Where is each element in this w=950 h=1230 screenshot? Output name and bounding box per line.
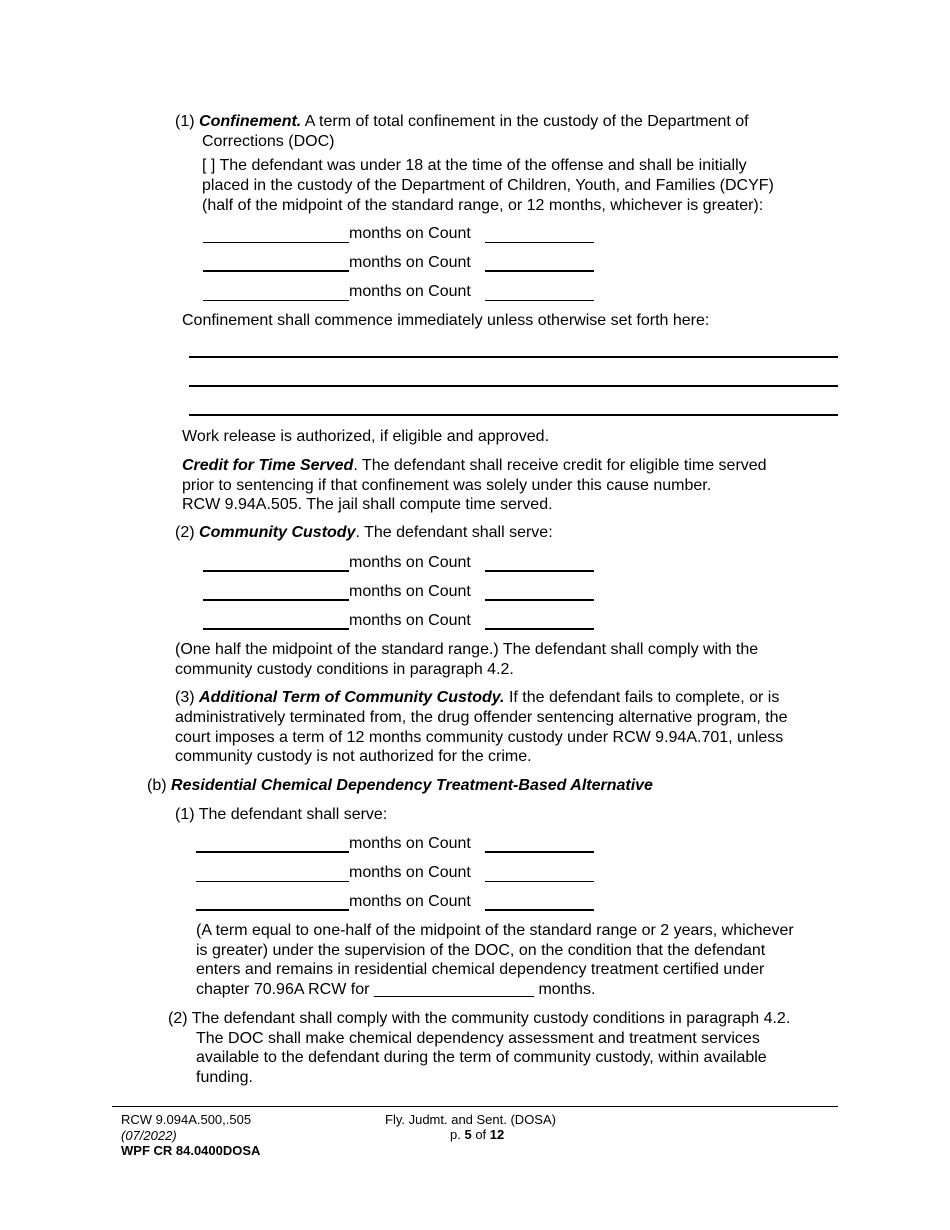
custody-months-blank-1[interactable]: [203, 570, 349, 572]
footer-page-number: [450, 1127, 504, 1142]
confinement-count-blank-3[interactable]: [485, 300, 594, 301]
under18-text-line2: placed in the custody of the Department of Children, Youth, and Families (DCYF): [202, 177, 774, 194]
community-custody-heading: Community Custody: [199, 524, 356, 541]
months-on-count-label: months on Count: [349, 835, 471, 852]
page-current: 5: [464, 1127, 472, 1142]
residential-months-blank-3[interactable]: [196, 909, 349, 911]
community-custody-paragraph: [175, 523, 553, 543]
footer-date: (07/2022): [121, 1128, 177, 1143]
under18-checkbox-line1[interactable]: [ ] The defendant was under 18 at the time of the offense and shall be initially: [202, 157, 747, 174]
additional-term-text: If the defendant fails to complete, or is: [504, 689, 780, 706]
months-on-count-label: months on Count: [349, 254, 471, 271]
confinement-count-blank-1[interactable]: [485, 242, 594, 243]
residential-item2-line2: The DOC shall make chemical dependency assessment and treatment services: [196, 1030, 760, 1047]
custody-note-line2: community custody conditions in paragraph 4.2.: [175, 661, 514, 678]
residential-months-blank-2[interactable]: [196, 881, 349, 882]
confinement-months-blank-2[interactable]: [203, 270, 349, 272]
footer-rcw: RCW 9.094A.500,.505: [121, 1112, 252, 1127]
community-custody-text: . The defendant shall serve:: [355, 524, 553, 541]
custody-count-blank-2[interactable]: [485, 599, 594, 601]
custody-note-line1: (One half the midpoint of the standard range.) The defendant shall comply with the: [175, 641, 759, 658]
months-on-count-label: months on Count: [349, 583, 471, 600]
confinement-text-line2: Corrections (DOC): [202, 133, 335, 150]
additional-term-line3: court imposes a term of 12 months community custody under RCW 9.94A.701, unless: [175, 729, 784, 746]
custody-count-blank-1[interactable]: [485, 570, 594, 572]
additional-term-paragraph: [175, 688, 779, 708]
months-on-count-label: months on Count: [349, 225, 471, 242]
credit-text-line2: prior to sentencing if that confinement was solely under this cause number.: [182, 477, 712, 494]
residential-item2-line4: funding.: [196, 1069, 253, 1086]
residential-count-blank-2[interactable]: [485, 881, 594, 882]
residential-alternative-heading-line: [147, 776, 653, 796]
residential-term-line4: chapter 70.96A RCW for __________________ months.: [196, 981, 596, 998]
additional-term-line2: administratively terminated from, the drug offender sentencing alternative program, the: [175, 709, 788, 726]
footer-rule: [112, 1106, 838, 1107]
months-on-count-label: months on Count: [349, 554, 471, 571]
residential-item2-line1: (2) The defendant shall comply with the community custody conditions in paragraph 4.2.: [168, 1010, 791, 1027]
custody-months-blank-2[interactable]: [203, 599, 349, 601]
footer-form-number: WPF CR 84.0400DOSA: [121, 1143, 261, 1158]
residential-count-blank-3[interactable]: [485, 909, 594, 911]
item-number: (3): [175, 689, 195, 706]
credit-heading: Credit for Time Served: [182, 457, 354, 474]
confinement-months-blank-1[interactable]: [203, 242, 349, 243]
page-total: 12: [489, 1127, 505, 1142]
under18-text-line3: (half of the midpoint of the standard range, or 12 months, whichever is greater):: [202, 197, 764, 214]
months-on-count-label: months on Count: [349, 893, 471, 910]
confinement-months-blank-3[interactable]: [203, 300, 349, 301]
residential-count-blank-1[interactable]: [485, 851, 594, 853]
custody-months-blank-3[interactable]: [203, 628, 349, 630]
additional-term-heading: Additional Term of Community Custody.: [199, 689, 505, 706]
credit-paragraph-line1: [182, 456, 767, 476]
commence-text: Confinement shall commence immediately unless otherwise set forth here:: [182, 312, 710, 329]
confinement-text: A term of total confinement in the custody of the Department of: [301, 113, 749, 130]
custody-count-blank-3[interactable]: [485, 628, 594, 630]
months-on-count-label: months on Count: [349, 864, 471, 881]
section-label: (b): [147, 777, 167, 794]
page-prefix: p.: [450, 1127, 465, 1142]
residential-item2-line3: available to the defendant during the term of community custody, within available: [196, 1049, 767, 1066]
residential-alternative-heading: Residential Chemical Dependency Treatment-Based Alternative: [171, 777, 653, 794]
item-number: (2): [175, 524, 195, 541]
item-number: (1): [175, 113, 195, 130]
credit-text-line3: RCW 9.94A.505. The jail shall compute time served.: [182, 496, 553, 513]
commence-blank-line-2[interactable]: [189, 385, 838, 387]
confinement-count-blank-2[interactable]: [485, 270, 594, 272]
residential-term-line2: is greater) under the supervision of the DOC, on the condition that the defendant: [196, 942, 766, 959]
footer-title: Fly. Judmt. and Sent. (DOSA): [385, 1112, 556, 1127]
residential-term-line1: (A term equal to one-half of the midpoint of the standard range or 2 years, whichever: [196, 922, 794, 939]
months-on-count-label: months on Count: [349, 283, 471, 300]
months-on-count-label: months on Count: [349, 612, 471, 629]
residential-months-blank-1[interactable]: [196, 851, 349, 853]
credit-text: . The defendant shall receive credit for eligible time served: [353, 457, 767, 474]
residential-term-line3: enters and remains in residential chemical dependency treatment certified under: [196, 961, 765, 978]
commence-blank-line-1[interactable]: [189, 356, 838, 358]
confinement-heading: Confinement.: [199, 113, 302, 130]
residential-item1: (1) The defendant shall serve:: [175, 806, 388, 823]
confinement-paragraph-line1: [175, 112, 749, 132]
commence-blank-line-3[interactable]: [189, 414, 838, 416]
additional-term-line4: community custody is not authorized for the crime.: [175, 748, 532, 765]
page-of: of: [471, 1127, 490, 1142]
work-release-text: Work release is authorized, if eligible and approved.: [182, 428, 550, 445]
